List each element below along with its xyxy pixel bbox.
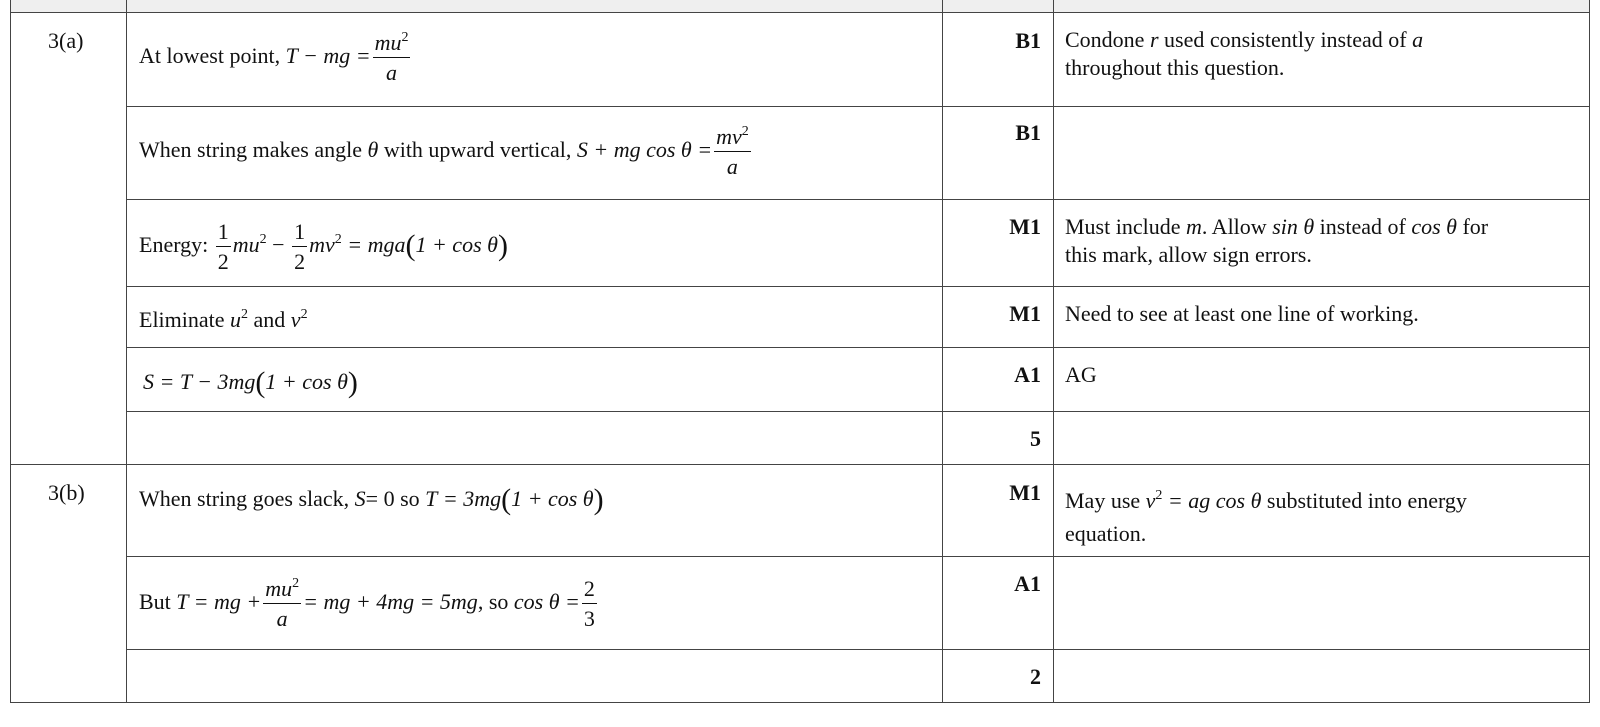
column-divider [126,0,127,703]
question-divider [10,464,1590,465]
answer-text: At lowest point, [139,42,281,68]
mark-code: A1 [1014,362,1041,387]
fraction: $\frac{mu^2}{a}$ [374,30,409,86]
equation: T − mg = [285,42,371,68]
question-number: 3(b) [48,480,85,505]
mark-code: B1 [1015,120,1041,145]
fraction: $\frac{mv^2}{a}$ [716,124,749,180]
table-header-row [10,0,1590,12]
answer-cell: Eliminate $u^2$ and $v^2$ [139,307,308,332]
total-marks: 5 [1030,426,1041,451]
row-divider [126,347,1590,348]
guidance-text: Condone r used consistently instead of a throughout this question. [1065,27,1424,80]
answer-cell: S = T − 3mg(1 + cos θ) [143,366,358,399]
column-divider [942,0,943,703]
guidance-text: May use $v^2$ = ag cos θ substituted into energy equation. [1065,488,1467,546]
question-number: 3(a) [48,28,84,53]
table-bottom-border [10,702,1590,703]
table-right-border [1589,0,1590,703]
mark-code: M1 [1009,301,1041,326]
answer-cell: Energy: $\frac{1}{2}$ $mu^2$ − $\frac{1}{2}$ $mv^2 = mga(1 + \cos \theta)$ [139,219,508,275]
answer-cell [139,30,412,86]
fraction: $\frac{mu^2}{a}$ [265,576,300,632]
total-marks: 2 [1030,664,1041,689]
answer-cell: But T = mg + $\frac{mu^2}{a}$ = mg + 4mg = 5mg, so cos θ = $\frac{2}{3}$ [139,576,595,632]
row-divider [126,411,1590,412]
mark-code: A1 [1014,571,1041,596]
table-left-border [10,0,11,703]
row-divider [126,106,1590,107]
row-divider [126,199,1590,200]
answer-cell: When string makes angle θ with upward vertical, S + mg cos θ = $\frac{mv^2}{a}$ [139,124,749,180]
answer-cell: When string goes slack, S= 0 so T = 3mg(1 + cos θ) [139,483,604,516]
fraction: $\frac{1}{2}$ [217,219,229,275]
guidance-text: Must include m. Allow sin θ instead of cos θ for this mark, allow sign errors. [1065,214,1489,267]
mark-code: M1 [1009,214,1041,239]
fraction: $\frac{1}{2}$ [294,219,306,275]
fraction: $\frac{2}{3}$ [583,576,595,632]
row-divider [126,649,1590,650]
mark-code: B1 [1015,28,1041,53]
row-divider [126,556,1590,557]
guidance-text: Need to see at least one line of working. [1065,301,1419,326]
row-divider [10,12,1590,13]
guidance-text: AG [1065,362,1097,387]
row-divider [126,286,1590,287]
column-divider [1053,0,1054,703]
mark-code: M1 [1009,480,1041,505]
